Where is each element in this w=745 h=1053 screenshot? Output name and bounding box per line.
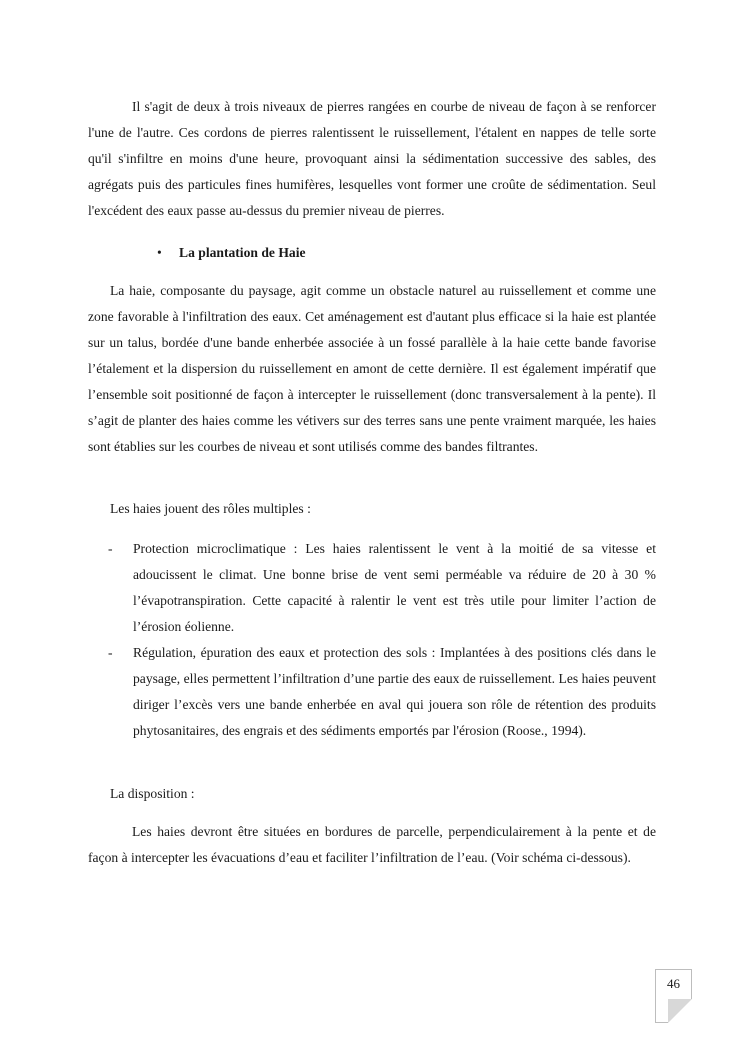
list-item [88, 536, 656, 640]
dash-marker: - [108, 541, 113, 556]
bullet-icon: • [157, 245, 162, 260]
heading-text: La plantation de Haie [179, 245, 306, 260]
paragraph-disposition-label: La disposition : [110, 786, 195, 801]
list-item-text: Régulation, épuration des eaux et protection des sols : Implantées à des positions clés dans le paysage, elles permettent l’infiltration d’une partie des eaux de ruissellement. Les haies peuvent diriger l’excès vers une bande enherbée en aval qui jouera son rôle de rétention des produits phytosanitaires, des engrais et des sédiments emportés par l'érosion (Roose., 1994). [133, 645, 656, 738]
page-curl-icon [668, 999, 692, 1023]
dash-marker: - [108, 645, 113, 660]
page-number-box [655, 969, 692, 1023]
paragraph-disposition: Les haies devront être situées en bordures de parcelle, perpendiculairement à la pente et de façon à intercepter les évacuations d’eau et faciliter l’infiltration de l’eau. (Voir schéma ci-dessous). [88, 824, 656, 865]
list-item [88, 640, 656, 744]
page-number: 46 [667, 976, 680, 991]
section-heading [157, 240, 306, 266]
list-item-text: Protection microclimatique : Les haies ralentissent le vent à la moitié de sa vitesse et adoucissent le climat. Une bonne brise de vent semi perméable va réduire de 20 à 30 % l’évapotranspiration. Cette capacité à ralentir le vent est très utile pour limiter l’action de l’érosion éolienne. [133, 541, 656, 634]
paragraph-stone-rows: Il s'agit de deux à trois niveaux de pierres rangées en courbe de niveau de façon à se renforcer l'une de l'autre. Ces cordons de pierres ralentissent le ruissellement, l'étalent en nappes de telle sorte qu'il s'infiltre en moins d'une heure, provoquant ainsi la sédimentation successive des sables, des agrégats puis des particules fines humifères, lesquelles vont former une croûte de sédimentation. Seul l'excédent des eaux passe au-dessus du premier niveau de pierres. [88, 99, 656, 218]
paragraph-roles-intro: Les haies jouent des rôles multiples : [110, 501, 311, 516]
paragraph-hedge-description: La haie, composante du paysage, agit comme un obstacle naturel au ruissellement et comme une zone favorable à l'infiltration des eaux. Cet aménagement est d'autant plus efficace si la haie est plantée sur un talus, bordée d'une bande enherbée associée à un fossé parallèle à la haie cette bande favorise l’étalement et la dispersion du ruissellement en amont de cette dernière. Il est également impératif que l’ensemble soit positionné de façon à intercepter le ruissellement (donc transversalement à la pente). Il s’agit de planter des haies comme les vétivers sur des terres sans une pente vraiment marquée, les haies sont établies sur les courbes de niveau et sont utilisés comme des bandes filtrantes. [88, 283, 656, 454]
